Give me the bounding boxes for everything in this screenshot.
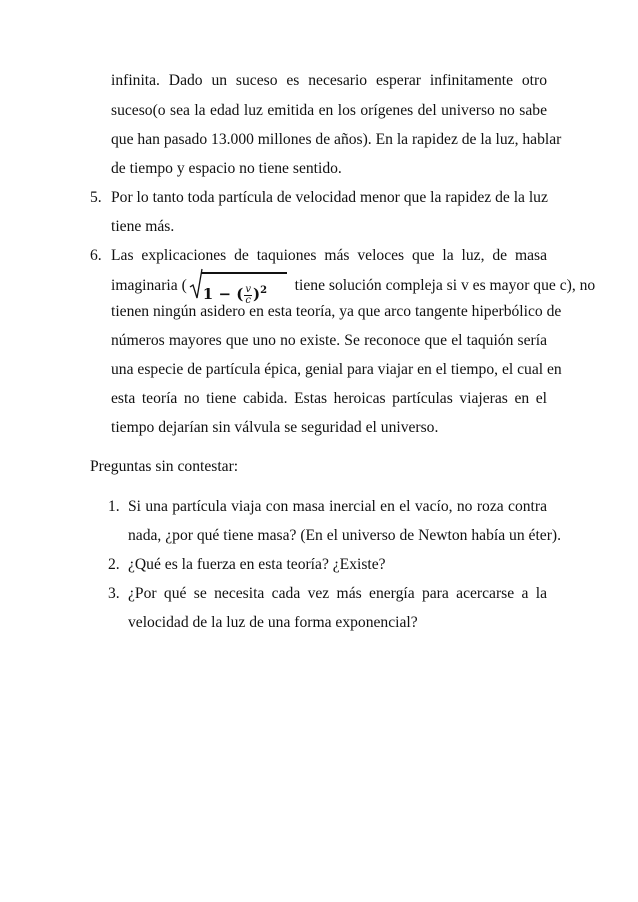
- sqrt-formula: [189, 271, 289, 306]
- list-number: 5.: [90, 189, 102, 206]
- fraction-numerator: v: [245, 283, 251, 295]
- question-number: 1.: [108, 498, 120, 515]
- question-line: velocidad de la luz de una forma exponencial?: [128, 614, 418, 631]
- question-line: Si una partícula viaja con masa inercial en el vacío, no roza contra: [128, 498, 547, 515]
- list-item-line: tiene más.: [111, 218, 175, 235]
- list-item-line: Por lo tanto toda partícula de velocidad menor que la rapidez de la luz: [111, 189, 548, 206]
- list-item-line: tiempo dejarían sin válvula se seguridad el universo.: [111, 419, 439, 436]
- list-item-line: esta teoría no tiene cabida. Estas heroicas partículas viajeras en el: [111, 390, 547, 407]
- formula-one-minus: 1 − (: [202, 285, 244, 304]
- list-item-line: una especie de partícula épica, genial para viajar en el tiempo, el cual en: [111, 361, 562, 378]
- list-item-line: números mayores que uno no existe. Se reconoce que el taquión sería: [111, 332, 547, 349]
- question-line: nada, ¿por qué tiene masa? (En el universo de Newton había un éter).: [128, 527, 561, 544]
- paragraph-line: que han pasado 13.000 millones de años). En la rapidez de la luz, hablar: [111, 131, 562, 148]
- formula-line: [111, 270, 596, 306]
- section-heading: Preguntas sin contestar:: [90, 458, 239, 475]
- question-line: ¿Por qué se necesita cada vez más energía para acercarse a la: [128, 585, 547, 602]
- formula-suffix: tiene solución compleja si v es mayor que c), no: [290, 277, 596, 294]
- formula-prefix: imaginaria (: [111, 277, 187, 294]
- formula-close-paren: ): [252, 285, 261, 304]
- paragraph-line: suceso(o sea la edad luz emitida en los orígenes del universo no sabe: [111, 102, 547, 119]
- fraction-denominator: c: [245, 294, 251, 306]
- sqrt-vinculum: [201, 272, 287, 273]
- list-item-line: Las explicaciones de taquiones más veloces que la luz, de masa: [111, 247, 547, 264]
- question-number: 2.: [108, 556, 120, 573]
- question-number: 3.: [108, 585, 120, 602]
- paragraph-line: infinita. Dado un suceso es necesario esperar infinitamente otro: [111, 72, 547, 89]
- formula-exponent: 2: [260, 285, 268, 297]
- question-line: ¿Qué es la fuerza en esta teoría? ¿Existe?: [128, 556, 386, 573]
- paragraph-line: de tiempo y espacio no tiene sentido.: [111, 160, 342, 177]
- list-item-line: tienen ningún asidero en esta teoría, ya que arco tangente hiperbólico de: [111, 303, 562, 320]
- list-number: 6.: [90, 247, 102, 264]
